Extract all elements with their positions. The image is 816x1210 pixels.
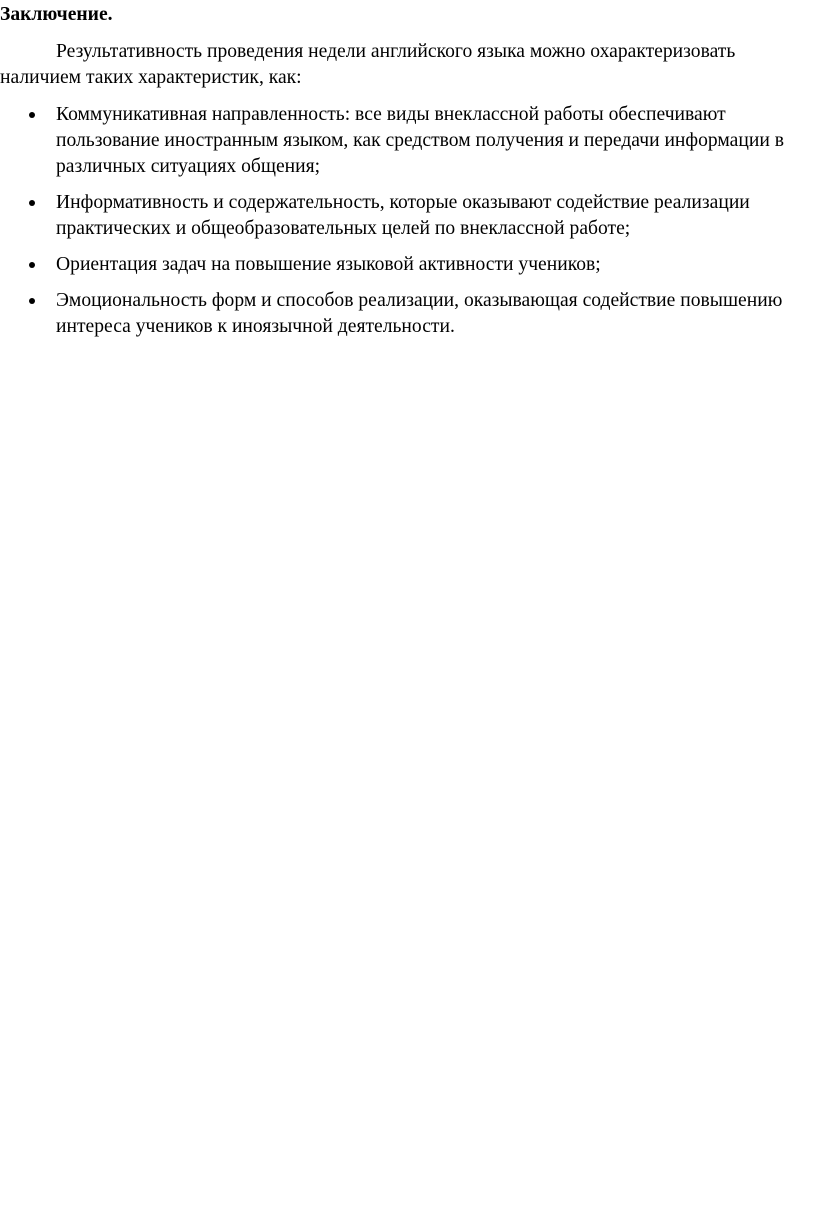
list-item-text: Эмоциональность форм и способов реализации, оказывающая содействие повышению интереса учеников к иноязычной деятельности. — [56, 290, 783, 337]
bullet-icon — [29, 262, 35, 268]
bullet-icon — [29, 112, 35, 118]
list-item — [0, 288, 816, 340]
intro-paragraph: Результативность проведения недели английского языка можно охарактеризовать наличием таких характеристик, как: — [0, 41, 736, 88]
section-heading: Заключение. — [0, 4, 113, 25]
bullet-list — [0, 102, 816, 350]
list-item — [0, 252, 816, 278]
list-item-text: Информативность и содержательность, которые оказывают содействие реализации практических и общеобразовательных целей по внеклассной работе; — [56, 192, 750, 239]
list-item-text: Ориентация задач на повышение языковой активности учеников; — [56, 254, 601, 275]
list-item — [0, 102, 816, 180]
list-item-text: Коммуникативная направленность: все виды внеклассной работы обеспечивают пользование иностранным языком, как средством получения и передачи информации в различных ситуациях общения; — [56, 104, 784, 177]
bullet-icon — [29, 200, 35, 206]
bullet-icon — [29, 298, 35, 304]
list-item — [0, 190, 816, 242]
